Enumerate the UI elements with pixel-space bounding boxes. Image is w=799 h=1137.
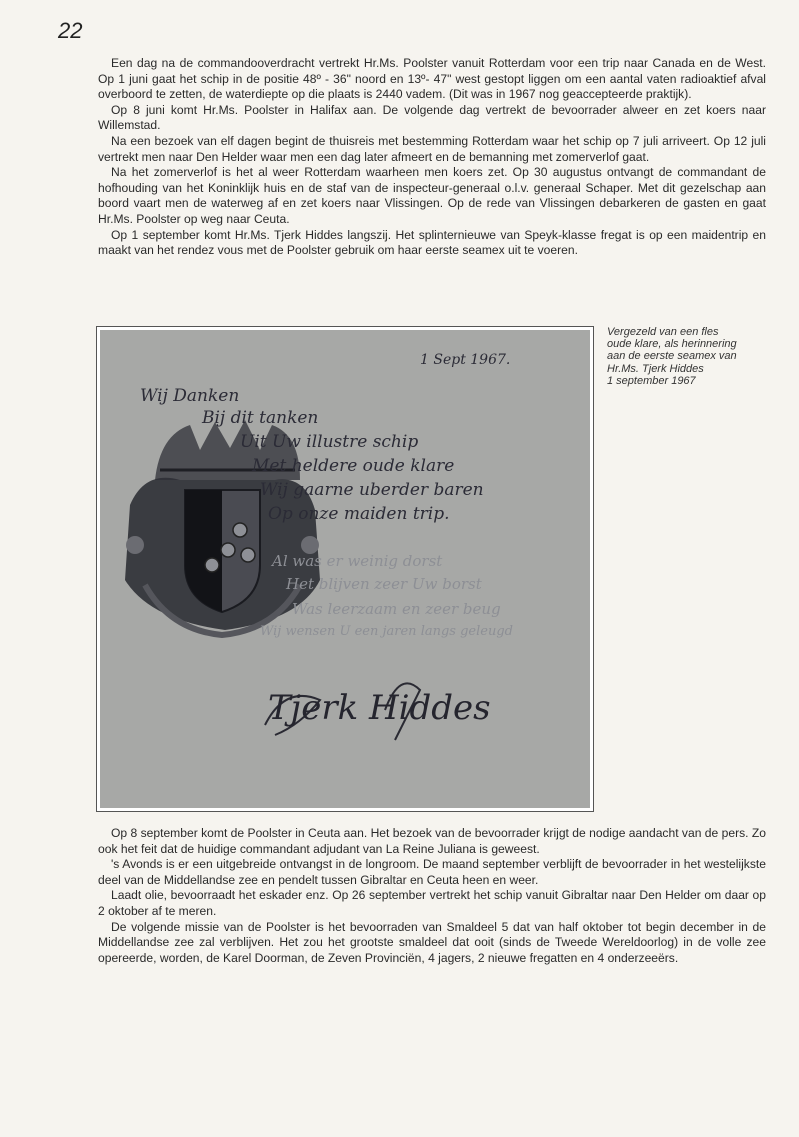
paragraph: Op 1 september komt Hr.Ms. Tjerk Hiddes langszij. Het splinternieuwe van Speyk-klasse fregat is op een maidentrip en maakt van het rendez vous met de Poolster gebruik om haar eerste seamex uit te voeren. bbox=[98, 227, 766, 258]
faint-poem-line: Al was er weinig dorst bbox=[272, 552, 443, 570]
article-text-bottom bbox=[98, 826, 766, 966]
article-text-top bbox=[98, 56, 766, 259]
handwritten-date: 1 Sept 1967. bbox=[420, 352, 511, 368]
caption-line: Vergezeld van een fles bbox=[607, 326, 719, 338]
faint-poem-line: Het blijven zeer Uw borst bbox=[286, 575, 482, 593]
caption-line: Hr.Ms. Tjerk Hiddes bbox=[607, 362, 704, 375]
photo-handwritten-card bbox=[100, 330, 590, 808]
poem-line: Met heldere oude klare bbox=[252, 456, 455, 476]
paragraph: Laadt olie, bevoorraadt het eskader enz. Op 26 september vertrekt het schip vanuit Gibraltar naar Den Helder om daar op 2 oktober af te meren. bbox=[98, 888, 766, 918]
paragraph: Op 8 juni komt Hr.Ms. Poolster in Halifax aan. De volgende dag vertrekt de bevoorrader alweer en zet koers naar Willemstad. bbox=[98, 102, 766, 133]
paragraph: De volgende missie van de Poolster is het bevoorraden van Smaldeel 5 dat van half oktober tot begin december in de Middellandse zee zal verblijven. Het zou het grootste smaldeel dat ooit (sinds de Tweede Wereldoorlog) in de volle zee opereerde, worden, de Karel Doorman, de Zeven Provinciën, 4 jagers, 2 nieuwe fregatten en 4 onderzeeërs. bbox=[98, 919, 766, 965]
faint-poem-line: Wij wensen U een jaren langs geleugd bbox=[260, 624, 513, 639]
paragraph: Na een bezoek van elf dagen begint de thuisreis met bestemming Rotterdam waar het schip op 7 juli arriveert. Op 12 juli vertrekt men naar Den Helder waar men een dag later afmeert en de bemanning met zomerverlof gaat. bbox=[98, 133, 766, 164]
poem-line: Op onze maiden trip. bbox=[268, 504, 450, 524]
poem-line: Uit Uw illustre schip bbox=[240, 432, 419, 452]
faint-poem-line: Was leerzaam en zeer beug bbox=[292, 600, 501, 618]
caption-line: oude klare, als herinnering bbox=[607, 338, 737, 351]
photo-frame bbox=[96, 326, 594, 812]
poem-line: Wij gaarne uberder baren bbox=[260, 480, 484, 500]
signature: Tjerk Hiddes bbox=[268, 688, 491, 728]
paragraph: Een dag na de commandooverdracht vertrekt Hr.Ms. Poolster vanuit Rotterdam voor een trip naar Canada en de West. Op 1 juni gaat het schip in de positie 48º - 36" noord en 13º- 47" west gestopt liggen om een aantal vaten radioaktief afval overboord te zetten, de waterdiepte op die plaats is 2440 vadem. (Dit was in 1967 nog geaccepteerde praktijk). bbox=[98, 56, 766, 102]
caption-line: 1 september 1967 bbox=[607, 374, 696, 387]
paragraph: 's Avonds is er een uitgebreide ontvangst in de longroom. De maand september verblijft de bevoorrader in het westelijkste deel van de Middellandse zee en pendelt tussen Gibraltar en Ceuta heen en weer. bbox=[98, 857, 766, 887]
poem-line: Wij Danken bbox=[140, 386, 240, 406]
caption-line: aan de eerste seamex van bbox=[607, 350, 737, 363]
photo-caption bbox=[607, 326, 767, 387]
paragraph: Op 8 september komt de Poolster in Ceuta aan. Het bezoek van de bevoorrader krijgt de nodige aandacht van de pers. Zo ook het feit dat de huidige commandant adjudant van La Reine Juliana is geweest. bbox=[98, 826, 766, 856]
paragraph: Na het zomerverlof is het al weer Rotterdam waarheen men koers zet. Op 30 augustus ontvangt de commandant de hofhouding van het Koninklijk huis en de staf van de inspecteur-generaal o.l.v. generaal Schaper. Met dit gezelschap aan boord vaart men de waterweg af en zet koers naar Vlissingen. Op de rede van Vlissingen debarkeren de gasten en gaat Hr.Ms. Poolster op weg naar Ceuta. bbox=[98, 165, 766, 226]
poem-line: Bij dit tanken bbox=[202, 408, 319, 428]
page-number: 22 bbox=[58, 18, 83, 43]
